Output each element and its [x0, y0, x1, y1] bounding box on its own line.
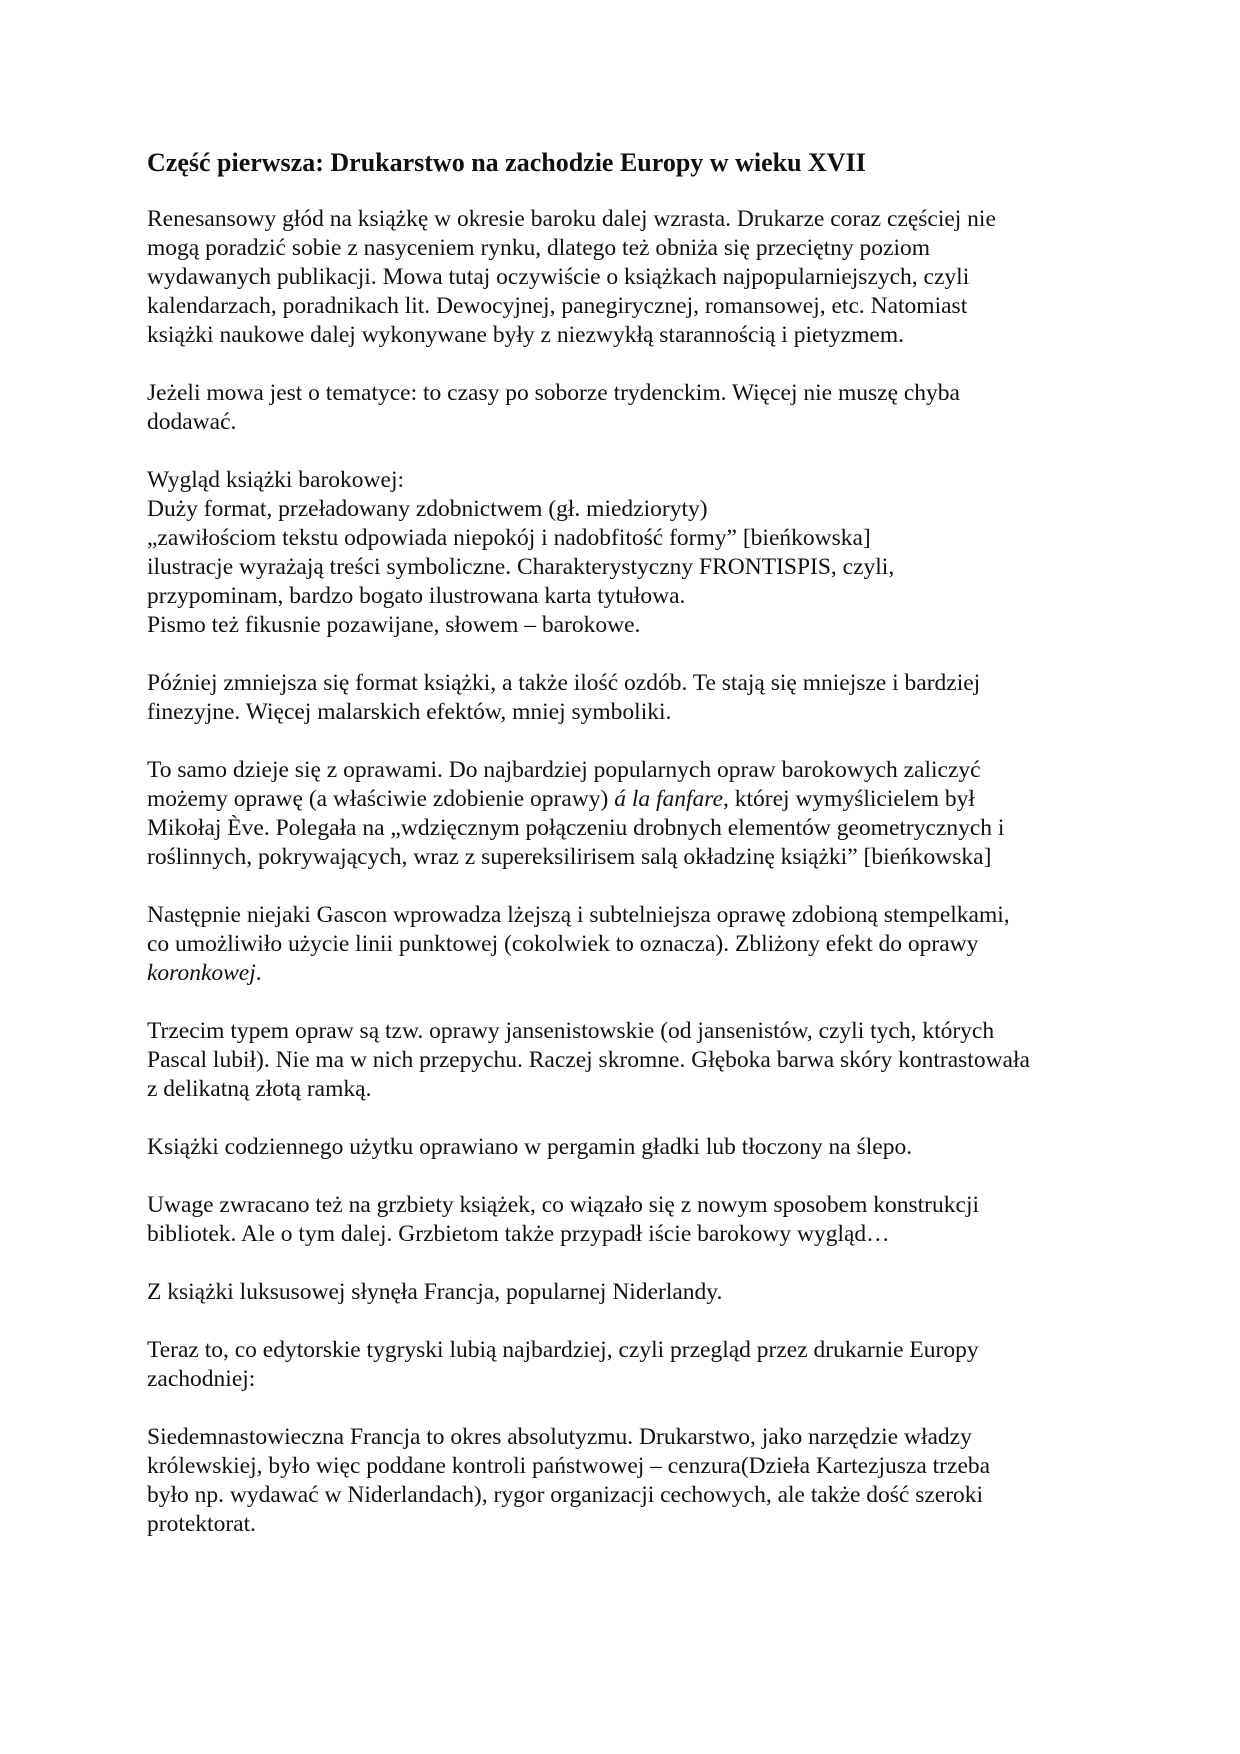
text-line: było np. wydawać w Niderlandach), rygor organizacji cechowych, ale także dość szeroki: [147, 1482, 984, 1508]
text-line: „zawiłościom tekstu odpowiada niepokój i nadobfitość formy” [bieńkowska]: [147, 525, 871, 551]
text-line: co umożliwiło użycie linii punktowej (cokolwiek to oznacza). Zbliżony efekt do oprawy: [147, 931, 979, 957]
text-line: Uwage zwracano też na grzbiety książek, co wiązało się z nowym sposobem konstrukcji: [147, 1192, 980, 1218]
text-line: Trzecim typem opraw są tzw. oprawy jansenistowskie (od jansenistów, czyli tych, których: [147, 1018, 995, 1044]
text-line: Renesansowy głód na książkę w okresie baroku dalej wzrasta. Drukarze coraz częściej nie: [147, 206, 996, 232]
text-line: protektorat.: [147, 1511, 256, 1537]
text-line: [147, 959, 1097, 988]
paragraph-1: [147, 205, 1097, 350]
paragraph-12: [147, 1423, 1097, 1539]
text-line: Później zmniejsza się format książki, a także ilość ozdób. Te stają się mniejsze i bardziej: [147, 670, 981, 696]
text-line: Wygląd książki barokowej:: [147, 467, 405, 493]
text-segment: możemy oprawę (a właściwie zdobienie oprawy): [147, 786, 615, 812]
paragraph-5: [147, 756, 1097, 872]
text-line: roślinnych, pokrywających, wraz z supereksilirisem salą okładzinę książki” [bieńkowska]: [147, 844, 992, 870]
text-line: bibliotek. Ale o tym dalej. Grzbietom także przypadł iście barokowy wygląd…: [147, 1221, 890, 1247]
paragraph-7: [147, 1017, 1097, 1104]
italic-term: koronkowej: [147, 960, 256, 986]
paragraph-2: [147, 379, 1097, 437]
page-title: Część pierwsza: Drukarstwo na zachodzie Europy w wieku XVII: [147, 148, 866, 177]
text-line: Książki codziennego użytku oprawiano w pergamin gładki lub tłoczony na ślepo.: [147, 1134, 913, 1160]
text-segment: .: [255, 960, 262, 986]
text-line: mogą poradzić sobie z nasyceniem rynku, dlatego też obniża się przeciętny poziom: [147, 235, 931, 261]
text-line: zachodniej:: [147, 1366, 256, 1392]
text-line: dodawać.: [147, 409, 237, 435]
paragraph-3: [147, 466, 1097, 640]
paragraph-9: [147, 1191, 1097, 1249]
text-line: ilustracje wyrażają treści symboliczne. Charakterystyczny FRONTISPIS, czyli,: [147, 554, 895, 580]
text-line: [147, 785, 1097, 814]
text-line: Następnie niejaki Gascon wprowadza lżejszą i subtelniejsza oprawę zdobioną stempelkami,: [147, 902, 1010, 928]
text-line: książki naukowe dalej wykonywane były z niezwykłą starannością i pietyzmem.: [147, 322, 904, 348]
paragraph-4: [147, 669, 1097, 727]
paragraph-10: [147, 1278, 1097, 1307]
text-line: kalendarzach, poradnikach lit. Dewocyjnej, panegirycznej, romansowej, etc. Natomiast: [147, 293, 968, 319]
text-line: Mikołaj Ève. Polegała na „wdzięcznym połączeniu drobnych elementów geometrycznych i: [147, 815, 1005, 841]
italic-term: á la fanfare: [614, 786, 723, 812]
text-line: Pascal lubił). Nie ma w nich przepychu. Raczej skromne. Głęboka barwa skóry kontrastowała: [147, 1047, 1030, 1073]
text-line: królewskiej, było więc poddane kontroli państwowej – cenzura(Dzieła Kartezjusza trzeba: [147, 1453, 991, 1479]
paragraph-11: [147, 1336, 1097, 1394]
text-line: Z książki luksusowej słynęła Francja, popularnej Niderlandy.: [147, 1279, 723, 1305]
document-body: [147, 147, 1097, 1568]
text-line: z delikatną złotą ramką.: [147, 1076, 372, 1102]
text-segment: , której wymyślicielem był: [723, 786, 975, 812]
text-line: Siedemnastowieczna Francja to okres absolutyzmu. Drukarstwo, jako narzędzie władzy: [147, 1424, 972, 1450]
text-line: wydawanych publikacji. Mowa tutaj oczywiście o książkach najpopularniejszych, czyli: [147, 264, 970, 290]
text-line: finezyjne. Więcej malarskich efektów, mniej symboliki.: [147, 699, 672, 725]
text-line: Duży format, przeładowany zdobnictwem (gł. miedzioryty): [147, 496, 708, 522]
text-line: Jeżeli mowa jest o tematyce: to czasy po soborze trydenckim. Więcej nie muszę chyba: [147, 380, 960, 406]
text-line: Pismo też fikusnie pozawijane, słowem – barokowe.: [147, 612, 641, 638]
text-line: Teraz to, co edytorskie tygryski lubią najbardziej, czyli przegląd przez drukarnie Europy: [147, 1337, 979, 1363]
text-line: To samo dzieje się z oprawami. Do najbardziej popularnych opraw barokowych zaliczyć: [147, 757, 981, 783]
paragraph-6: [147, 901, 1097, 988]
paragraph-8: [147, 1133, 1097, 1162]
text-line: przypominam, bardzo bogato ilustrowana karta tytułowa.: [147, 583, 686, 609]
